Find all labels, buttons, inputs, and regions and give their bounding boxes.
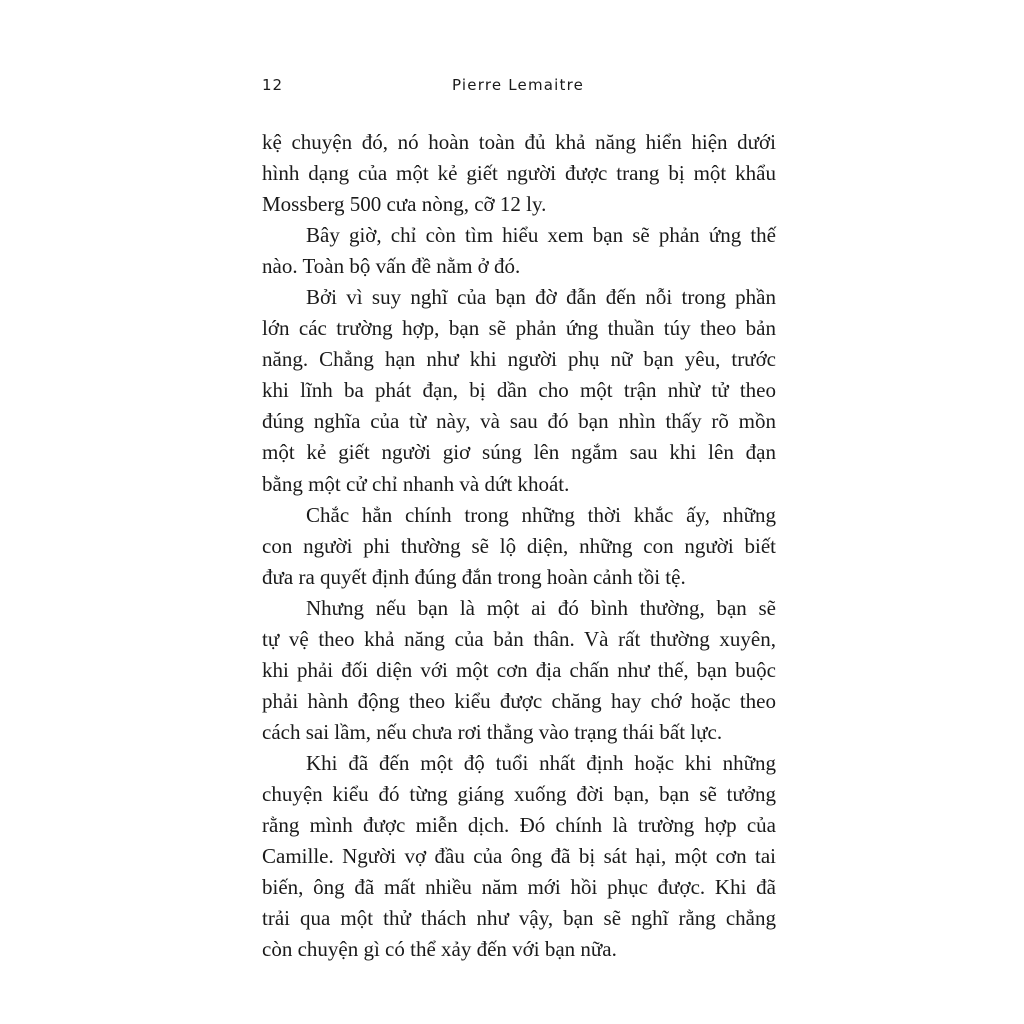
text-line: Camille. Người vợ đầu của ông đã bị sát hại, một cơn tai <box>262 844 776 869</box>
text-line: Nhưng nếu bạn là một ai đó bình thường, bạn sẽ <box>306 595 776 620</box>
text-line: còn chuyện gì có thể xảy đến với bạn nữa. <box>262 937 617 962</box>
text-line: lớn các trường hợp, bạn sẽ phản ứng thuần túy theo bản <box>262 316 776 341</box>
text-line: Khi đã đến một độ tuổi nhất định hoặc khi những <box>306 750 776 775</box>
text-line: khi phải đối diện với một cơn địa chấn như thế, bạn buộc <box>262 657 776 682</box>
text-line: Mossberg 500 cưa nòng, cỡ 12 ly. <box>262 192 547 217</box>
text-line: tự vệ theo khả năng của bản thân. Và rất thường xuyên, <box>262 626 776 651</box>
text-line: cách sai lầm, nếu chưa rơi thẳng vào trạng thái bất lực. <box>262 719 723 744</box>
text-line: nào. Toàn bộ vấn đề nằm ở đó. <box>262 254 521 279</box>
text-line: bằng một cử chỉ nhanh và dứt khoát. <box>262 471 570 496</box>
text-line: chuyện kiểu đó từng giáng xuống đời bạn, bạn sẽ tưởng <box>262 781 776 806</box>
text-line: Chắc hẳn chính trong những thời khắc ấy, những <box>306 502 776 527</box>
page-header <box>260 76 790 102</box>
text-line: đúng nghĩa của từ này, và sau đó bạn nhìn thấy rõ mồn <box>262 409 776 434</box>
text-line: biến, ông đã mất nhiều năm mới hồi phục được. Khi đã <box>262 875 776 900</box>
text-line: hình dạng của một kẻ giết người được trang bị một khẩu <box>262 161 776 186</box>
text-line: trải qua một thử thách như vậy, bạn sẽ nghĩ rằng chẳng <box>262 906 776 931</box>
body-text <box>262 127 776 965</box>
text-line: Bởi vì suy nghĩ của bạn đờ đẫn đến nỗi trong phần <box>306 285 776 310</box>
running-head-author: Pierre Lemaitre <box>452 76 585 94</box>
text-line: năng. Chẳng hạn như khi người phụ nữ bạn yêu, trước <box>262 347 776 372</box>
text-line: Bây giờ, chỉ còn tìm hiểu xem bạn sẽ phản ứng thế <box>306 223 776 248</box>
page-number: 12 <box>262 76 284 94</box>
text-line: đưa ra quyết định đúng đắn trong hoàn cảnh tồi tệ. <box>262 564 686 589</box>
text-line: kệ chuyện đó, nó hoàn toàn đủ khả năng hiển hiện dưới <box>262 130 776 154</box>
text-line: khi lĩnh ba phát đạn, bị dần cho một trận nhừ tử theo <box>262 378 776 403</box>
text-line: phải hành động theo kiểu được chăng hay chớ hoặc theo <box>262 688 776 713</box>
text-line: con người phi thường sẽ lộ diện, những con người biết <box>262 533 776 558</box>
text-line: rằng mình được miễn dịch. Đó chính là trường hợp của <box>262 813 776 838</box>
text-line: một kẻ giết người giơ súng lên ngắm sau khi lên đạn <box>262 440 776 465</box>
